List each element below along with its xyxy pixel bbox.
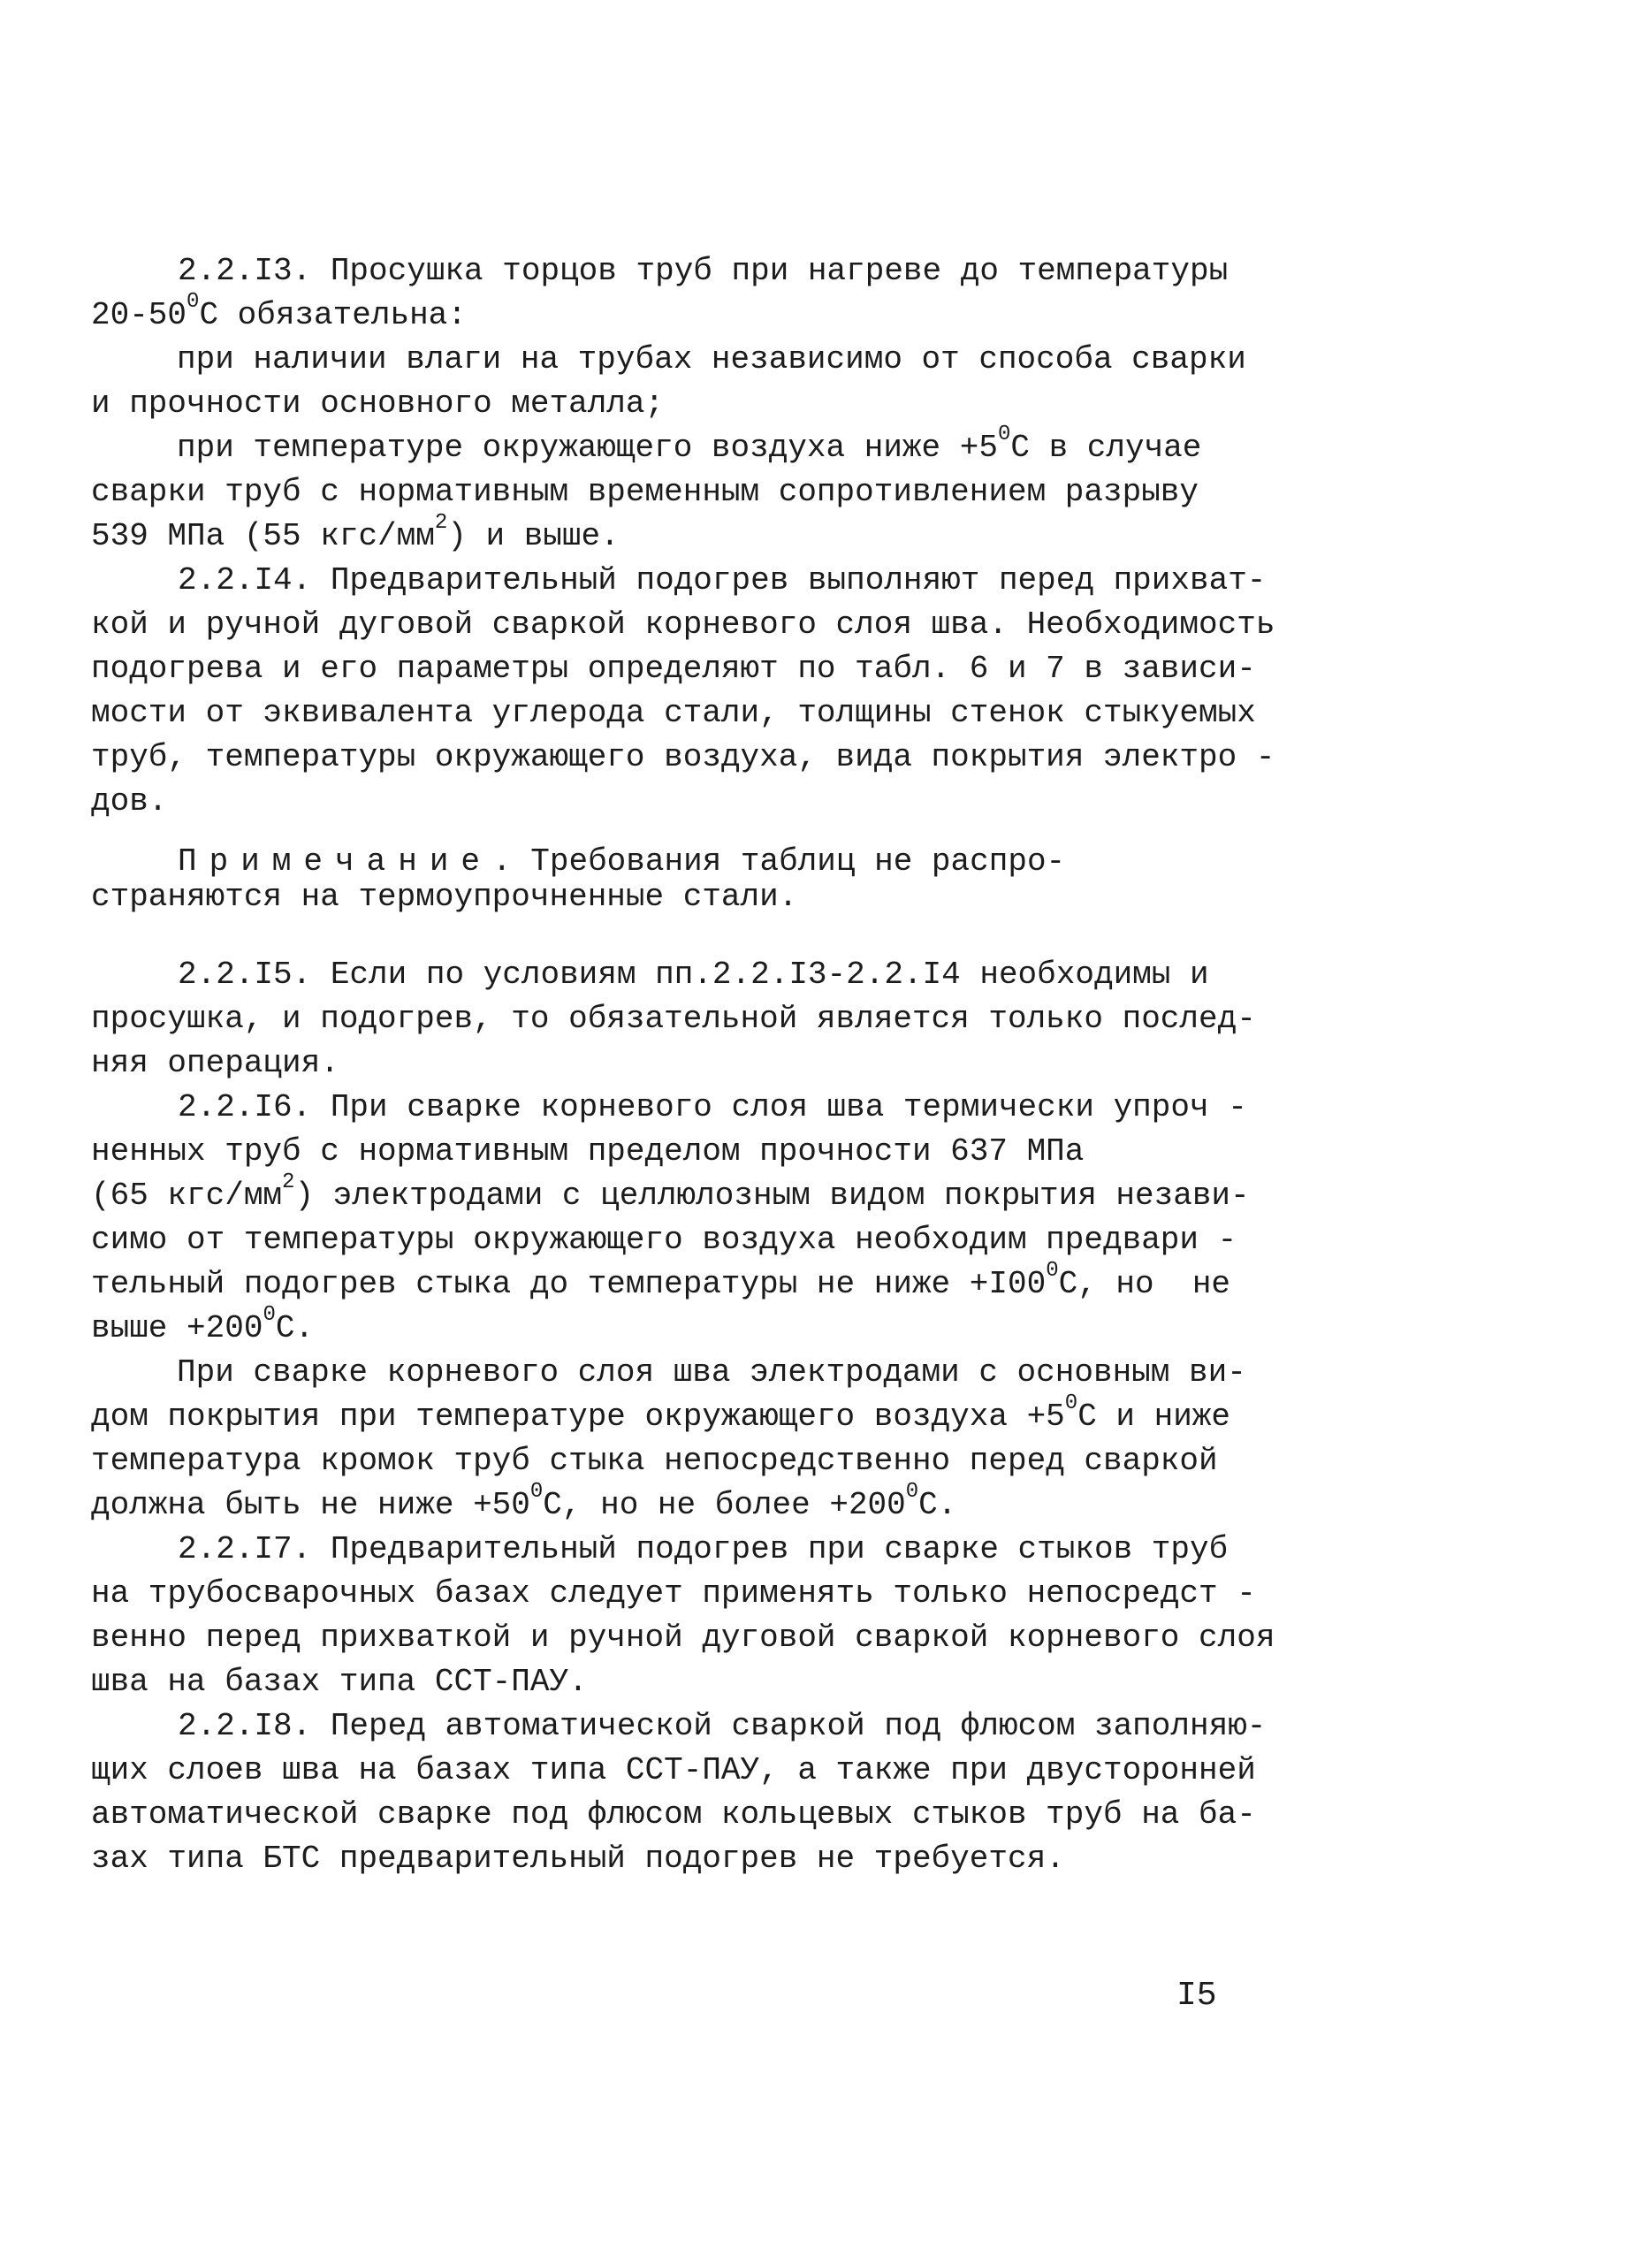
paragraph-2-2-16-line: температура кромок труб стыка непосредственно перед сваркой [91, 1443, 1218, 1479]
superscript-two: 2 [434, 511, 448, 535]
superscript-two: 2 [282, 1170, 295, 1194]
page-number: I5 [1176, 1977, 1217, 2015]
section-2-2-15-to-2-2-18 [91, 953, 1275, 1881]
paragraph-2-2-13-line: сварки труб с нормативным временным сопротивлением разрыву [91, 474, 1199, 510]
paragraph-2-2-18-line: автоматической сварке под флюсом кольцевых стыков труб на ба- [91, 1796, 1256, 1833]
paragraph-2-2-13-line: $20-50^0С$ обязательна: [91, 290, 467, 333]
paragraph-2-2-13-line: 2.2.I3. Просушка торцов труб при нагреве до температуры [178, 253, 1229, 289]
degree-mark: 0 [187, 290, 200, 314]
paragraph-2-2-14-line: мости от эквивалента углерода стали, толщины стенок стыкуемых [91, 695, 1256, 731]
paragraph-2-2-16-line: симо от температуры окружающего воздуха необходим предвари - [91, 1222, 1237, 1258]
degree-mark: 0 [1064, 1391, 1078, 1415]
paragraph-2-2-15-line: няя операция. [91, 1045, 339, 1081]
paragraph-2-2-18-line: щих слоев шва на базах типа ССТ-ПАУ, а также при двусторонней [91, 1752, 1256, 1788]
paragraph-2-2-14-line: кой и ручной дуговой сваркой корневого слоя шва. Необходимость [91, 606, 1275, 643]
paragraph-2-2-17-line: шва на базах типа ССТ-ПАУ. [91, 1664, 588, 1700]
note-label: Примечание [178, 843, 493, 880]
paragraph-2-2-17-line: венно перед прихваткой и ручной дуговой сваркой корневого слоя [91, 1620, 1275, 1656]
paragraph-2-2-17-line: на трубосварочных базах следует применять только непосредст - [91, 1575, 1256, 1612]
paragraph-2-2-16-line: тельный подогрев стыка до температуры не ниже $+I00^0С$, но не [91, 1259, 1231, 1302]
paragraph-2-2-16-line: дом покрытия при температуре окружающего воздуха $+5^0С$ и ниже [91, 1391, 1231, 1435]
paragraph-2-2-14-line: труб, температуры окружающего воздуха, вида покрытия электро - [91, 739, 1275, 775]
degree-mark: 0 [905, 1480, 919, 1504]
paragraph-2-2-14-line: 2.2.I4. Предварительный подогрев выполняют перед прихват- [178, 562, 1267, 598]
degree-mark: 0 [529, 1480, 544, 1504]
paragraph-2-2-13-line: и прочности основного металла; [91, 385, 665, 422]
degree-mark: 0 [263, 1303, 276, 1327]
paragraph-2-2-15-line: просушка, и подогрев, то обязательной является только послед- [91, 1001, 1256, 1037]
paragraph-2-2-14-line: подогрева и его параметры определяют по табл. 6 и 7 в зависи- [91, 651, 1256, 687]
paragraph-2-2-14-line: дов. [91, 783, 168, 819]
degree-mark: 0 [1046, 1259, 1059, 1283]
paragraph-2-2-17-line: 2.2.I7. Предварительный подогрев при сварке стыков труб [178, 1531, 1229, 1567]
section-2-2-13-to-2-2-14 [91, 249, 1275, 824]
paragraph-2-2-16-line: выше $+200^0С$. [91, 1303, 315, 1346]
paragraph-2-2-13-line: при наличии влаги на трубах независимо от способа сварки [177, 341, 1246, 377]
paragraph-2-2-16-line: При сварке корневого слоя шва электродами с основным ви- [177, 1354, 1246, 1391]
note-line: страняются на термоупрочненные стали. [91, 879, 798, 915]
note-line: Примечание. Требования таблиц не распро- [178, 843, 1066, 880]
paragraph-2-2-13-line: при температуре окружающего воздуха ниже $+5^0С$ в случае [177, 423, 1202, 466]
paragraph-2-2-13-line: 539 МПа (55 кгс/$мм^2$) и выше. [91, 511, 620, 554]
paragraph-2-2-18-line: 2.2.I8. Перед автоматической сваркой под флюсом заполняю- [178, 1708, 1267, 1744]
degree-mark: 0 [997, 423, 1011, 446]
paragraph-2-2-15-line: 2.2.I5. Если по условиям пп.2.2.I3-2.2.I4 необходимы и [178, 957, 1209, 993]
note-block [91, 844, 1267, 915]
paragraph-2-2-16-line: 2.2.I6. При сварке корневого слоя шва термически упроч - [178, 1089, 1247, 1125]
paragraph-2-2-16-line: (65 кгс/$мм^2$) электродами с целлюлозным видом покрытия незави- [91, 1170, 1250, 1214]
paragraph-2-2-16-line: ненных труб с нормативным пределом прочности 637 МПа [91, 1133, 1085, 1170]
paragraph-2-2-16-line: должна быть не ниже $+50^0С$, но не более $+200^0С$. [91, 1480, 957, 1523]
paragraph-2-2-18-line: зах типа БТС предварительный подогрев не требуется. [91, 1841, 1065, 1877]
